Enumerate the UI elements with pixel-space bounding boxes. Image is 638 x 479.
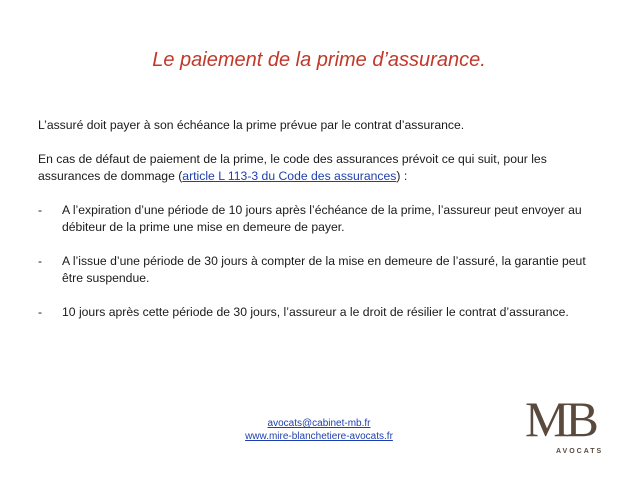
- logo-monogram: MB: [525, 391, 595, 447]
- list-item: [38, 253, 610, 287]
- bullet-text: A l’issue d’une période de 30 jours à compter de la mise en demeure de l’assuré, la garantie peut être suspendue.: [62, 254, 586, 285]
- code-article-link[interactable]: article L 113-3 du Code des assurances: [182, 169, 397, 183]
- website-link[interactable]: www.mire-blanchetiere-avocats.fr: [245, 431, 393, 442]
- logo-subtitle: AVOCATS: [556, 448, 604, 455]
- content-body: [38, 117, 610, 338]
- conditions-text-after: ) :: [396, 169, 408, 183]
- bullet-text: 10 jours après cette période de 30 jours, l’assureur a le droit de résilier le contrat d’assurance.: [62, 305, 569, 319]
- list-item: [38, 304, 610, 321]
- list-item: [38, 202, 610, 236]
- intro-paragraph: L’assuré doit payer à son échéance la prime prévue par le contrat d’assurance.: [38, 118, 465, 132]
- bullet-marker: -: [38, 203, 43, 217]
- page-title: Le paiement de la prime d’assurance.: [152, 49, 486, 71]
- bullet-marker: -: [38, 254, 43, 268]
- email-link[interactable]: avocats@cabinet-mb.fr: [267, 418, 371, 429]
- firm-logo: [525, 391, 615, 458]
- bullet-text: A l’expiration d’une période de 10 jours après l’échéance de la prime, l’assureur peut envoyer au débiteur de la prime une mise en demeure de payer.: [62, 203, 582, 234]
- conditions-text-before: En cas de défaut de paiement de la prime, le code des assurances prévoit ce qui suit, pour les assurances de dommage (: [38, 152, 547, 183]
- conditions-paragraph: [38, 151, 610, 185]
- bullet-marker: -: [38, 305, 43, 319]
